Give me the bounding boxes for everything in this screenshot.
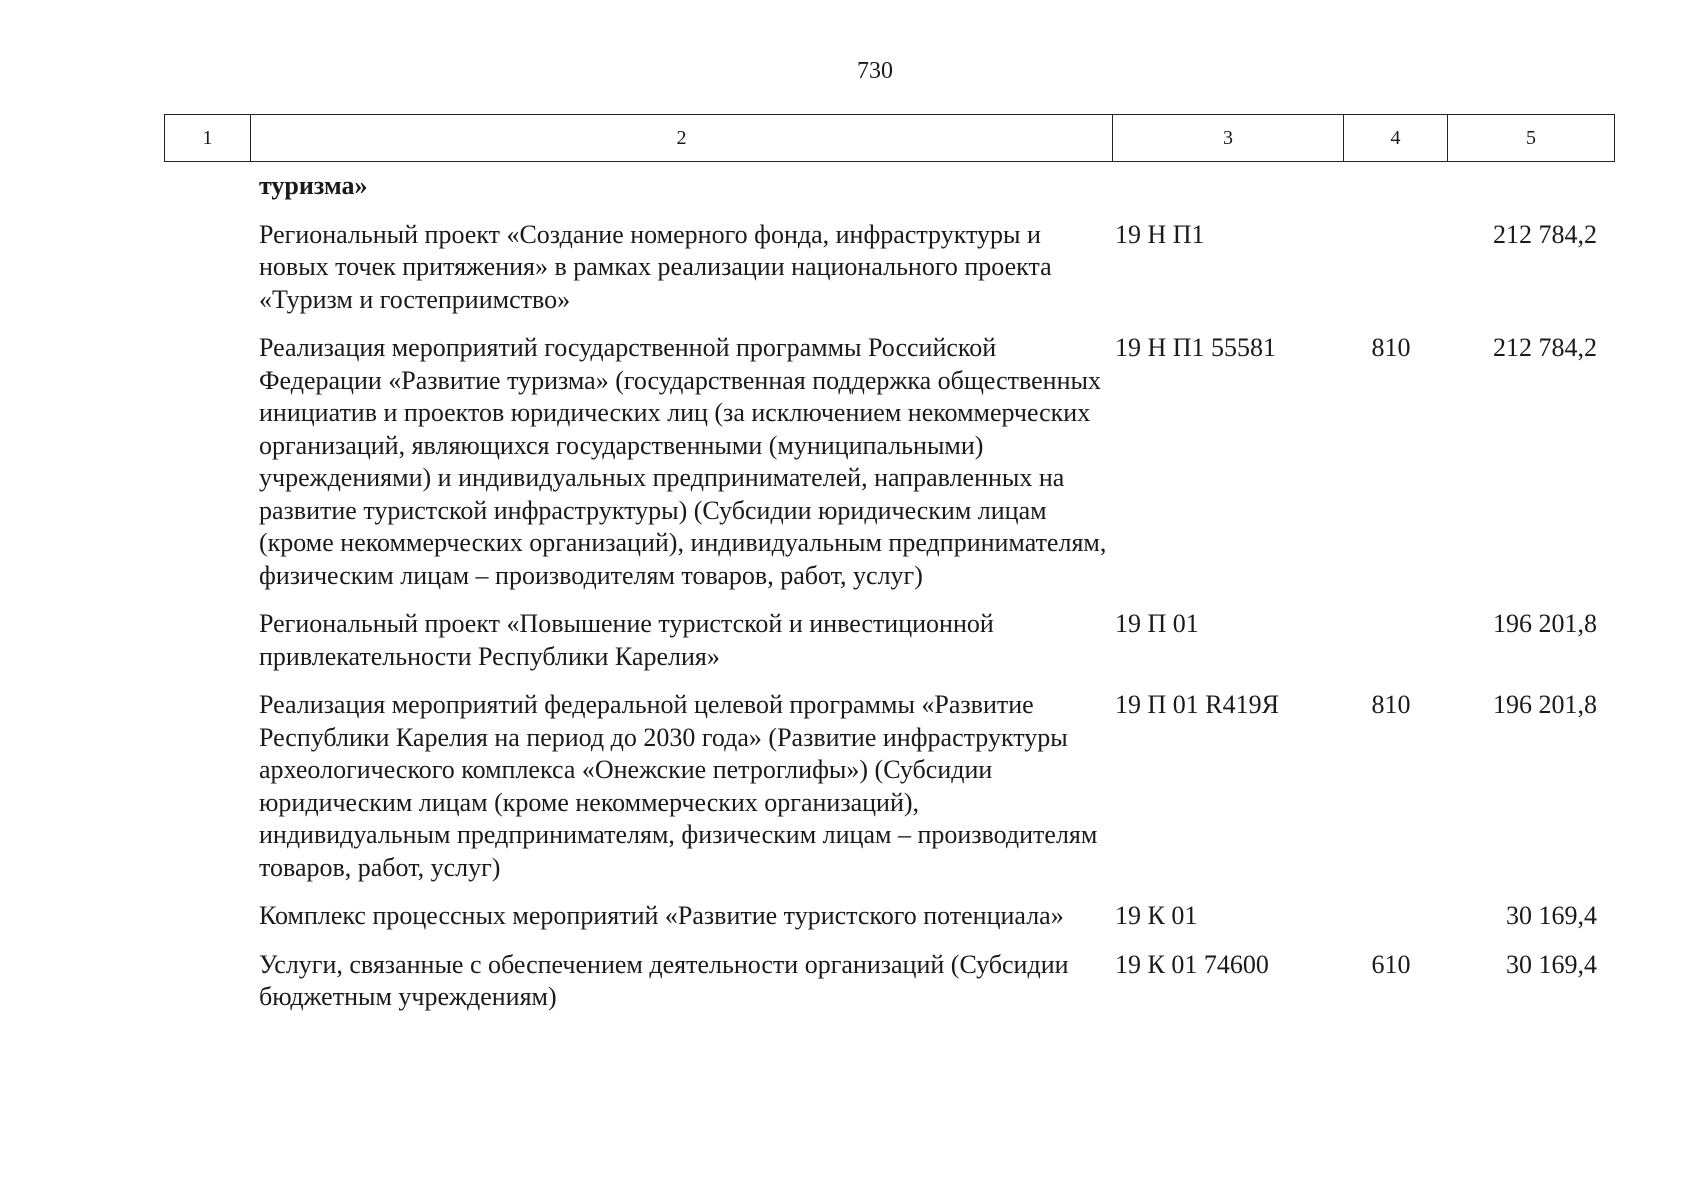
row-amount: 196 201,8	[1493, 690, 1597, 719]
table-row	[164, 219, 1614, 317]
column-header-row	[165, 115, 1615, 162]
table-row	[164, 689, 1614, 884]
column-header-1: 1	[165, 115, 251, 162]
column-header-5: 5	[1448, 115, 1615, 162]
row-name: Услуги, связанные с обеспечением деятельности организаций (Субсидии бюджетным учреждениям)	[259, 949, 1069, 1011]
table-row	[164, 900, 1614, 933]
table-row	[164, 608, 1614, 673]
budget-rows	[164, 170, 1614, 1014]
column-header-3: 3	[1113, 115, 1344, 162]
table-row	[164, 170, 1614, 203]
row-amount: 30 169,4	[1506, 901, 1597, 930]
row-code: 19 П 01 R419Я	[1115, 690, 1279, 719]
row-code: 19 Н П1	[1115, 219, 1205, 249]
column-header-2: 2	[251, 115, 1113, 162]
row-code: 19 К 01 74600	[1115, 949, 1269, 979]
row-amount: 30 169,4	[1506, 949, 1597, 979]
table-row	[164, 949, 1614, 1014]
row-amount: 196 201,8	[1493, 609, 1597, 638]
row-name: Региональный проект «Повышение туристской и инвестиционной привлекательности Республики Карелия»	[259, 609, 994, 671]
row-name: Реализация мероприятий федеральной целевой программы «Развитие Республики Карелия на период до 2030 года» (Развитие инфраструктуры археологического комплекса «Онежские петроглифы») (Субсидии юридическим лицам (кроме некоммерческих организаций), индивидуальным предпринимателям, физическим лицам – производителям товаров, работ, услуг)	[259, 690, 1098, 882]
column-header-table	[164, 114, 1615, 162]
page-number: 730	[857, 58, 893, 84]
row-type: 810	[1371, 333, 1411, 362]
row-name: Реализация мероприятий государственной программы Российской Федерации «Развитие туризма» (государственная поддержка общественных инициатив и проектов юридических лиц (за исключением некоммерческих организаций, являющихся государственными (муниципальными) учреждениями) и индивидуальных предпринимателей, направленных на развитие туристской инфраструктуры) (Субсидии юридическим лицам (кроме некоммерческих организаций), индивидуальным предпринимателям, физическим лицам – производителям товаров, работ, услуг)	[259, 333, 1107, 590]
row-code: 19 К 01	[1115, 901, 1198, 930]
row-amount: 212 784,2	[1493, 333, 1597, 362]
row-name: туризма»	[259, 171, 368, 200]
column-header-4: 4	[1344, 115, 1448, 162]
table-row	[164, 332, 1614, 592]
row-type: 610	[1371, 949, 1411, 979]
row-type: 810	[1371, 690, 1411, 719]
row-name: Комплекс процессных мероприятий «Развитие туристского потенциала»	[259, 901, 1064, 930]
row-name: Региональный проект «Создание номерного фонда, инфраструктуры и новых точек притяжения» в рамках реализации национального проекта «Туризм и гостеприимство»	[259, 219, 1052, 314]
row-amount: 212 784,2	[1493, 219, 1597, 249]
row-code: 19 П 01	[1115, 609, 1199, 638]
row-code: 19 Н П1 55581	[1115, 333, 1277, 362]
